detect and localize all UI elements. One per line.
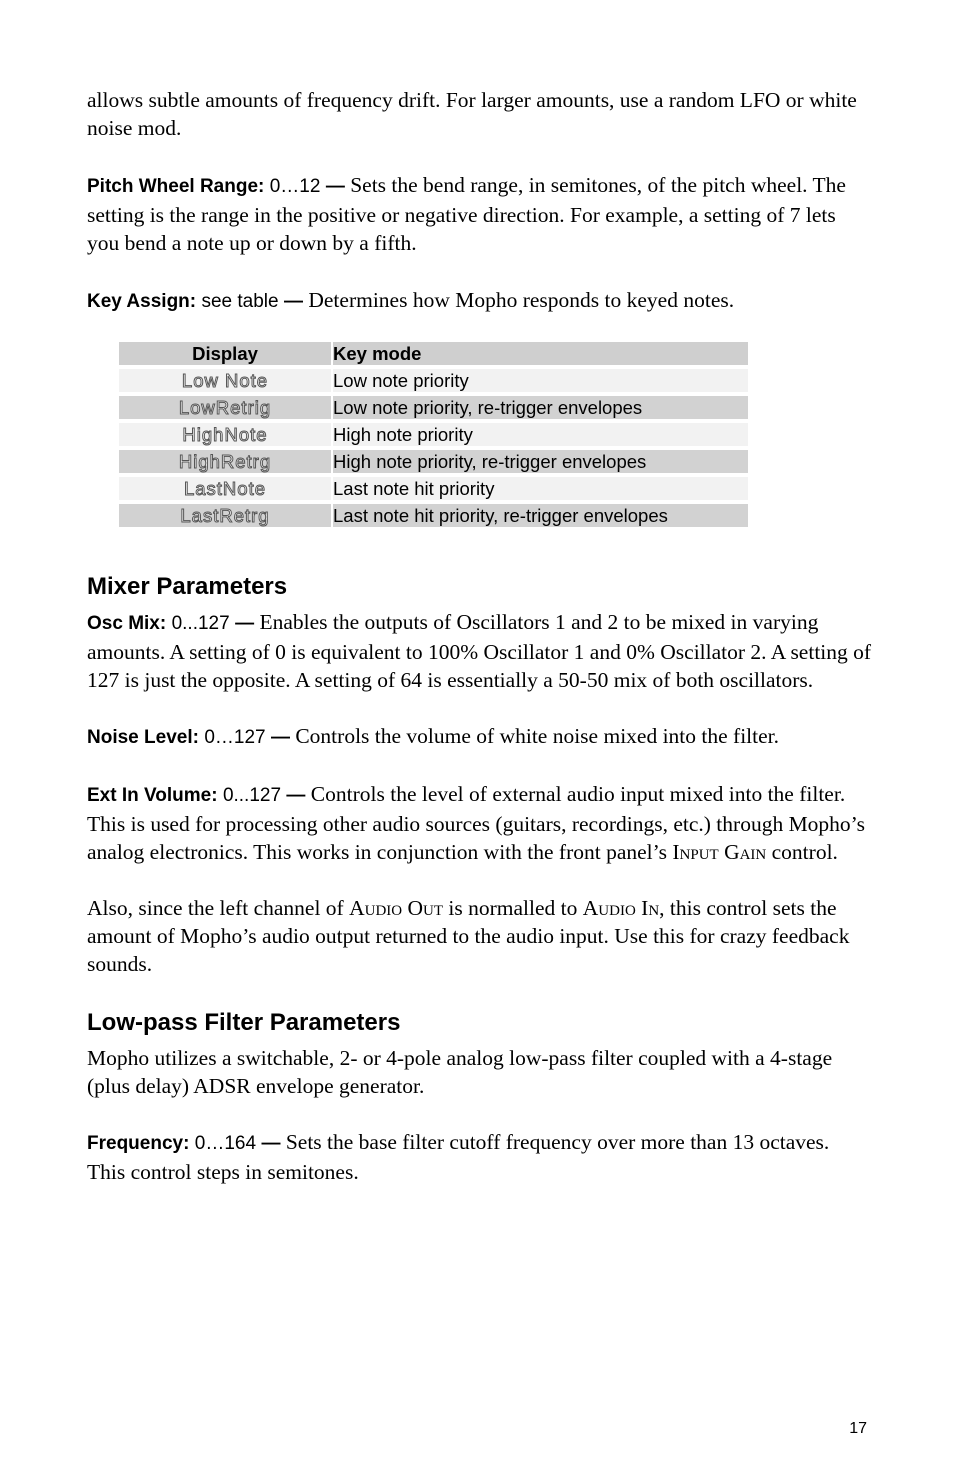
noise-level-text: Controls the volume of white noise mixed into the filter. [295,724,780,748]
key-mode-text: Low note priority [333,369,748,392]
page-number: 17 [849,1420,867,1437]
ext-in-range: 0...127 [222,785,282,806]
audio-feedback-paragraph [87,894,872,978]
intro-text: allows subtle amounts of frequency drift. For larger amounts, use a random LFO or white noise mod. [87,88,857,140]
noise-level-term: Noise Level: [87,727,199,748]
osc-mix-dash: — [235,613,255,634]
pitch-wheel-term: Pitch Wheel Range: [87,176,265,197]
audio-in-name: Audio In [582,896,660,920]
pitch-wheel-text: Sets the bend range, in semitones, of the pitch wheel. The setting is the range in the positive or negative direction. For example, a setting of 7 lets you bend a note up or down by a fifth. [87,173,846,255]
audio-feedback-text-3: , this control sets the amount of Mopho’s audio output returned to the audio input. Use this for crazy feedback sounds. [87,896,850,976]
lcd-display-text: Low Note [119,369,331,392]
key-mode-text: Last note hit priority, re-trigger envelopes [333,504,748,527]
table-row [119,423,748,446]
osc-mix-text: Enables the outputs of Oscillators 1 and 2 to be mixed in varying amounts. A setting of 0 is equivalent to 100% Oscillator 1 and 0% Oscillator 2. A setting of 127 is just the opposite. A setting of 64 is essentially a 50-50 mix of both oscillators. [87,610,872,692]
lowpass-intro-paragraph [87,1044,872,1100]
key-mode-text: High note priority, re-trigger envelopes [333,450,748,473]
key-assign-text: Determines how Mopho responds to keyed notes. [308,288,735,312]
lcd-display-text: LastNote [119,477,331,500]
table-row [119,504,748,527]
noise-level-dash: — [270,727,290,748]
pitch-wheel-dash: — [325,176,345,197]
ext-in-paragraph [87,780,872,866]
frequency-dash: — [261,1133,281,1154]
pitch-wheel-paragraph [87,171,872,257]
osc-mix-term: Osc Mix: [87,613,167,634]
key-mode-text: Last note hit priority [333,477,748,500]
lcd-display-text: LowRetrig [119,396,331,419]
lcd-display-text: HighNote [119,423,331,446]
table-row [119,450,748,473]
ext-in-term: Ext In Volume: [87,785,218,806]
noise-level-range: 0…127 [204,727,266,748]
ext-in-dash: — [286,785,306,806]
key-assign-term: Key Assign: [87,291,197,312]
lowpass-intro-text: Mopho utilizes a switchable, 2- or 4-pole analog low-pass filter coupled with a 4-stage (plus delay) ADSR envelope generator. [87,1046,833,1098]
ext-in-text: Controls the level of external audio input mixed into the filter. This is used for processing other audio sources (guitars, recordings, etc.) through Mopho’s analog electronics. This works in conjunction with the front panel’s [87,782,866,864]
table-header-display: Display [119,342,331,365]
frequency-range: 0…164 [194,1133,257,1154]
mixer-heading: Mixer Parameters [87,573,288,600]
table-row [119,477,748,500]
intro-paragraph [87,86,872,142]
table-row [119,396,748,419]
frequency-paragraph [87,1128,872,1186]
table-header-key-mode: Key mode [333,342,748,365]
key-mode-text: Low note priority, re-trigger envelopes [333,396,748,419]
key-assign-paragraph [87,286,872,316]
audio-feedback-text-1: Also, since the left channel of [87,896,344,920]
input-gain-control-name: Input Gain [672,840,767,864]
audio-out-name: Audio Out [349,896,444,920]
pitch-wheel-range: 0…12 [269,176,321,197]
frequency-text: Sets the base filter cutoff frequency over more than 13 octaves. This control steps in semitones. [87,1130,830,1184]
key-assign-range: see table [201,291,279,312]
key-mode-text: High note priority [333,423,748,446]
lcd-display-text: HighRetrg [119,450,331,473]
key-assign-dash: — [283,291,303,312]
ext-in-text-after: control. [771,840,838,864]
lowpass-heading: Low-pass Filter Parameters [87,1009,401,1036]
key-assign-table [117,338,750,531]
osc-mix-range: 0...127 [171,613,230,634]
table-header-row [119,342,748,365]
lcd-display-text: LastRetrg [119,504,331,527]
audio-feedback-text-2: is normalled to [448,896,578,920]
osc-mix-paragraph [87,608,872,694]
noise-level-paragraph [87,722,872,752]
frequency-term: Frequency: [87,1133,190,1154]
table-row [119,369,748,392]
